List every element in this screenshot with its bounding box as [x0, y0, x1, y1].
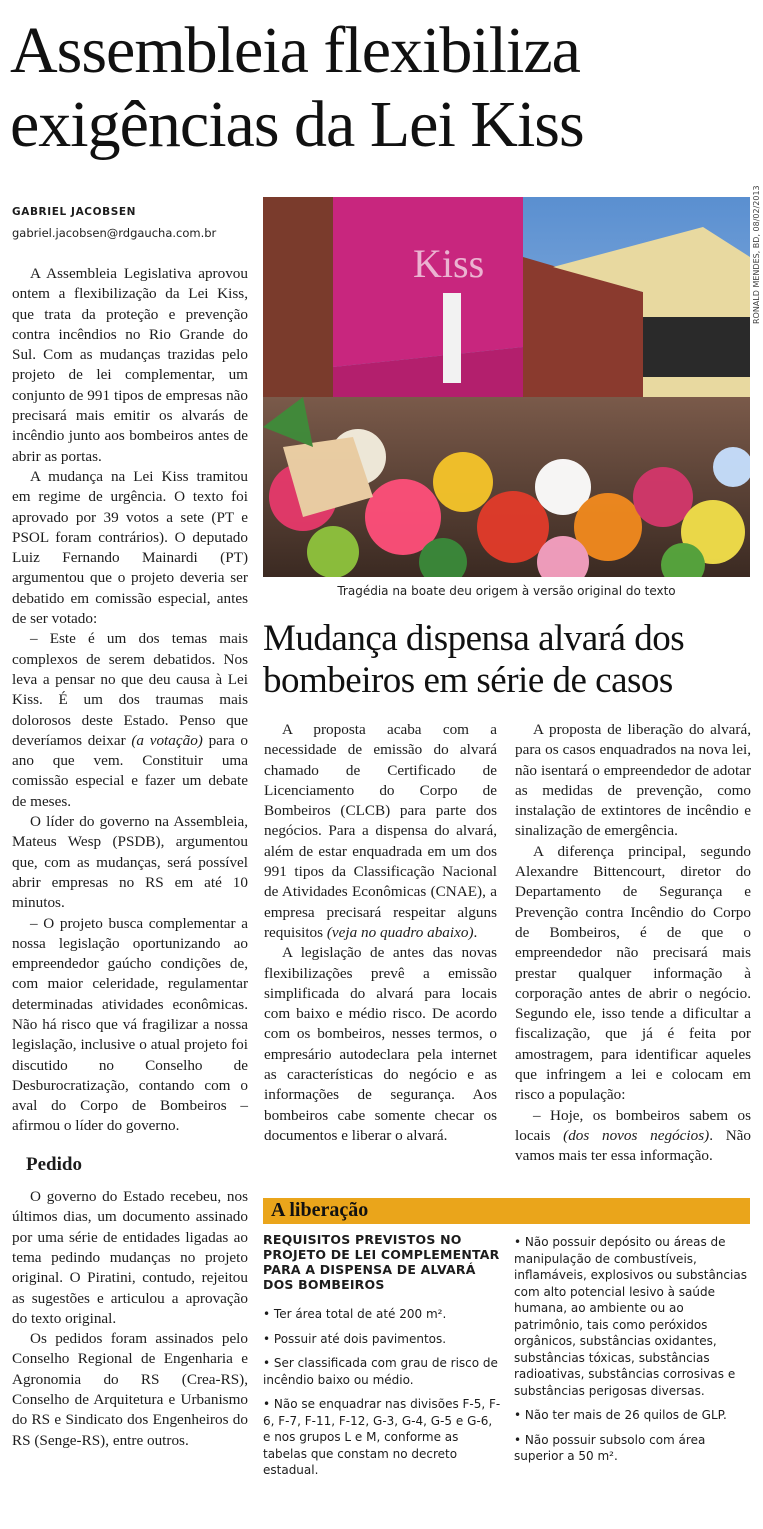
paragraph: A proposta de liberação do alvará, para os casos enquadrados na nova lei, não isentará o empreendedor de adotar as medidas de prevenção, como instalação de extintores de incêndio e sinalização de emergência. [515, 721, 751, 840]
paragraph: A proposta acaba com a necessidade de emissão do alvará chamado de Certificado de Licenciamento do Corpo de Bombeiros (CLCB) para parte dos negócios. Para a dispensa do alvará, além de estar enquadrada em um dos 991 tipos da Classificação Nacional de Atividades Econômicas (CNAE), a empresa precisará respeitar alguns requisitos (veja no quadro abaixo). [264, 721, 497, 941]
news-photo [263, 197, 750, 577]
author-email[interactable]: gabriel.jacobsen@rdgaucha.com.br [12, 226, 217, 240]
column-1 [12, 264, 248, 1451]
box-header: A liberação [263, 1198, 750, 1224]
paragraph: A Assembleia Legislativa aprovou ontem a flexibilização da Lei Kiss, que trata da proteção e prevenção contra incêndios no Rio Grande do Sul. Com as mudanças trazidas pelo projeto de lei complementar, um conjunto de 991 tipos de empresas não precisará mais emitir os alvarás de incêndio junto aos bombeiros antes de abrir as portas. [12, 265, 248, 465]
paragraph: – Este é um dos temas mais complexos de serem debatidos. Nos leva a pensar no que deu causa à Lei Kiss. É um dos traumas mais dolorosos deste Estado. Penso que deveríamos deixar (a votação) para o ano que vem. Constituir uma comissão especial e fazer um debate de meses. [12, 630, 248, 810]
paragraph: O líder do governo na Assembleia, Mateus Wesp (PSDB), argumentou que, com as mudanças, será possível abrir empresas no RS em até 10 minutos. [12, 813, 248, 912]
list-item: • Não possuir subsolo com área superior a 50 m². [514, 1432, 754, 1465]
requirements-right [514, 1234, 754, 1473]
paragraph: A legislação de antes das novas flexibilizações prevê a emissão simplificada do alvará para locais com baixo e médio risco. De acordo com os bombeiros, nesses termos, o empresário autodeclara pela internet as características do negócio e as informações de segurança. Aos bombeiros cabe somente checar os documentos e liberar o alvará. [264, 944, 497, 1144]
list-item: • Não ter mais de 26 quilos de GLP. [514, 1407, 754, 1424]
paragraph: O governo do Estado recebeu, nos últimos dias, um documento assinado por uma série de entidades ligadas ao tema pedindo mudanças no projeto original. O Piratini, contudo, rejeitou as sugestões e articulou a aprovação do texto original. [12, 1188, 248, 1327]
list-item: • Possuir até dois pavimentos. [263, 1331, 503, 1348]
paragraph: – O projeto busca complementar a nossa legislação oportunizando ao empreendedor gaúcho condições de, com maior celeridade, regulamentar determinadas atividades econômicas. Não há risco que vá fragilizar a nossa legislação, inclusive o atual projeto foi discutido no Conselho de Desburocratização, contando com o aval do Corpo de Bombeiros – afirmou o líder do governo. [12, 914, 248, 1135]
column-2 [264, 720, 497, 1146]
author-name: GABRIEL JACOBSEN [12, 206, 137, 218]
photo-caption: Tragédia na boate deu origem à versão original do texto [337, 584, 676, 598]
paragraph: A diferença principal, segundo Alexandre Bittencourt, diretor do Departamento de Segurança e Prevenção contra Incêndio do Corpo de Bombeiros, é de que o empreendedor não precisará mais prestar qualquer informação à corporação antes de abrir o negócio. Segundo ele, isso tende a dificultar a fiscalização, que já é feita por amostragem, para identificar aqueles que infringem a lei e colocam em risco a população: [515, 842, 751, 1104]
paragraph: Os pedidos foram assinados pelo Conselho Regional de Engenharia e Agronomia do RS (Crea-RS), Conselho de Arquitetura e Urbanismo do RS e Sindicato dos Engenheiros do RS (Senge-RS), entre outros. [12, 1330, 248, 1449]
headline: Assembleia flexibiliza exigências da Lei Kiss [10, 14, 584, 161]
box-title: REQUISITOS PREVISTOS NO PROJETO DE LEI COMPLEMENTAR PARA A DISPENSA DE ALVARÁ DOS BOMBEIROS [263, 1232, 500, 1292]
paragraph: – Hoje, os bombeiros sabem os locais (dos novos negócios). Não vamos mais ter essa informação. [515, 1106, 751, 1165]
svg-text:Kiss: Kiss [413, 241, 485, 286]
list-item: • Ser classificada com grau de risco de incêndio baixo ou médio. [263, 1355, 503, 1388]
paragraph: A mudança na Lei Kiss tramitou em regime de urgência. O texto foi aprovado por 39 votos a sete (PT e PSOL foram contrários). O deputado Luiz Fernando Mainardi (PT) argumentou que o projeto deveria ser debatido em comissão especial, antes de ser votado: [12, 467, 248, 628]
list-item: • Não possuir depósito ou áreas de manipulação de combustíveis, inflamáveis, explosivos ou substâncias com alto potencial lesivo à saúde humana, ao ambiente ou ao patrimônio, tais como peróxidos orgânicos, substâncias oxidantes, substâncias tóxicas, substâncias radioativas, substâncias corrosivas e substâncias perigosas diversas. [514, 1234, 754, 1399]
subhead-pedido: Pedido [26, 1153, 82, 1175]
column-3 [515, 720, 751, 1167]
nightclub-facade-photo [263, 197, 750, 577]
list-item: • Ter área total de até 200 m². [263, 1306, 503, 1323]
photo-credit: RONALD MENDES, BD, 08/02/2013 [752, 185, 761, 324]
subheadline: Mudança dispensa alvará dos bombeiros em série de casos [263, 618, 685, 701]
requirements-left [263, 1232, 503, 1487]
list-item: • Não se enquadrar nas divisões F-5, F-6, F-7, F-11, F-12, G-3, G-4, G-5 e G-6, e nos grupos L e M, conforme as tabelas que constam no decreto estadual. [263, 1396, 503, 1479]
